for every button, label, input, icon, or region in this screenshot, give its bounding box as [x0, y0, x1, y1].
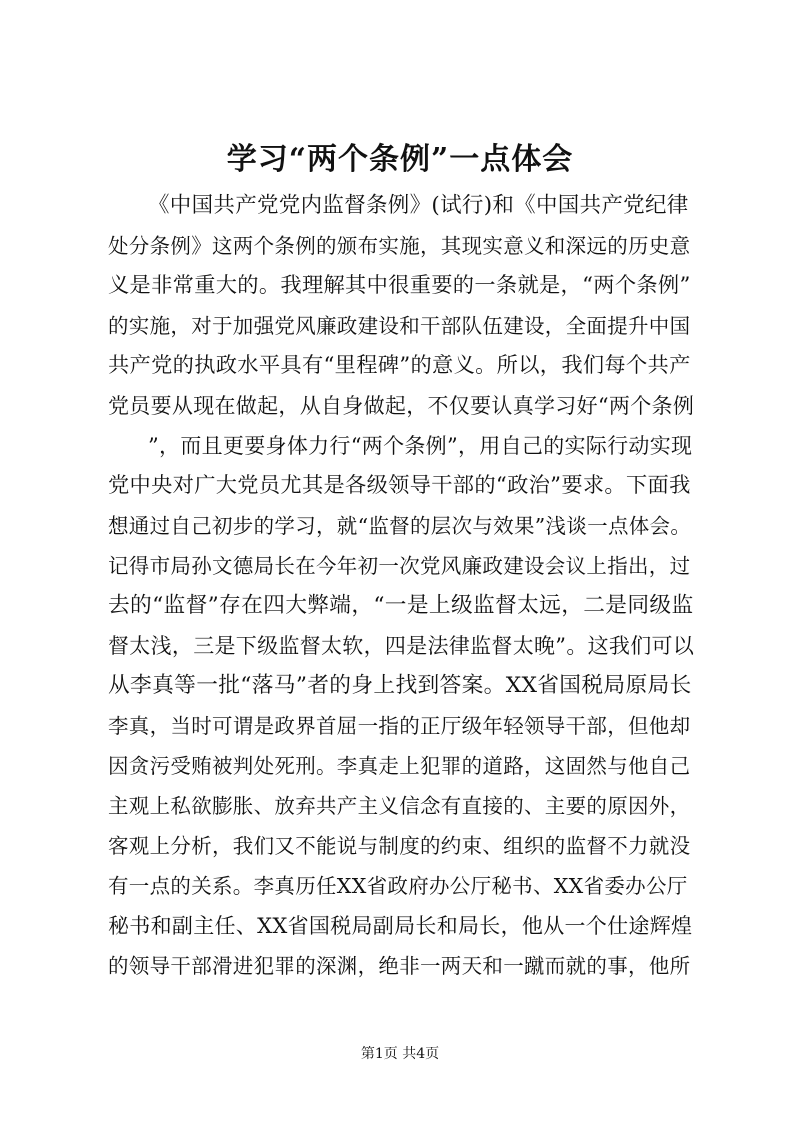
body-line: 主观上私欲膨胀、放弃共产主义信念有直接的、主要的原因外， [108, 794, 691, 818]
body-line: 从李真等一批“落马”者的身上找到答案。XX省国税局原局长 [108, 673, 692, 698]
body-line: 想通过自己初步的学习，就“监督的层次与效果”浅谈一点体会。 [108, 514, 692, 538]
body-line: 《中国共产党党内监督条例》(试行)和《中国共产党纪律 [148, 193, 689, 218]
body-line: 督太浅，三是下级监督太软，四是法律监督太晚”。这我们可以 [108, 634, 695, 658]
body-line: 因贪污受贿被判处死刑。李真走上犯罪的道路，这固然与他自己 [108, 754, 691, 778]
body-line: ”，而且更要身体力行“两个条例”，用自己的实际行动实现 [148, 434, 693, 458]
body-line: 秘书和副主任、XX省国税局副局长和局长，他从一个仕途辉煌 [108, 914, 693, 938]
body-line: 义是非常重大的。我理解其中很重要的一条就是，“两个条例” [108, 273, 691, 298]
body-line: 的领导干部滑进犯罪的深渊，绝非一两天和一蹴而就的事，他所 [108, 954, 691, 978]
document-title: 学习“两个条例”一点体会 [226, 142, 574, 177]
body-line: 处分条例》这两个条例的颁布实施，其现实意义和深远的历史意 [108, 234, 691, 258]
body-line: 李真，当时可谓是政界首屈一指的正厅级年轻领导干部，但他却 [108, 714, 691, 738]
page-number-footer: 第1页 共4页 [360, 1046, 440, 1062]
body-line: 记得市局孙文德局长在今年初一次党风廉政建设会议上指出，过 [108, 554, 691, 578]
body-line: 有一点的关系。李真历任XX省政府办公厅秘书、XX省委办公厅 [108, 874, 688, 898]
body-line: 党员要从现在做起，从自身做起，不仅要认真学习好“两个条例 [108, 394, 695, 418]
body-line: 客观上分析，我们又不能说与制度的约束、组织的监督不力就没 [108, 834, 691, 858]
body-line: 去的“监督”存在四大弊端，“一是上级监督太远，二是同级监 [108, 593, 694, 618]
body-line: 的实施，对于加强党风廉政建设和干部队伍建设，全面提升中国 [108, 314, 691, 338]
body-line: 共产党的执政水平具有“里程碑”的意义。所以，我们每个共产 [108, 353, 691, 378]
body-line: 党中央对广大党员尤其是各级领导干部的“政治”要求。下面我 [108, 473, 691, 498]
